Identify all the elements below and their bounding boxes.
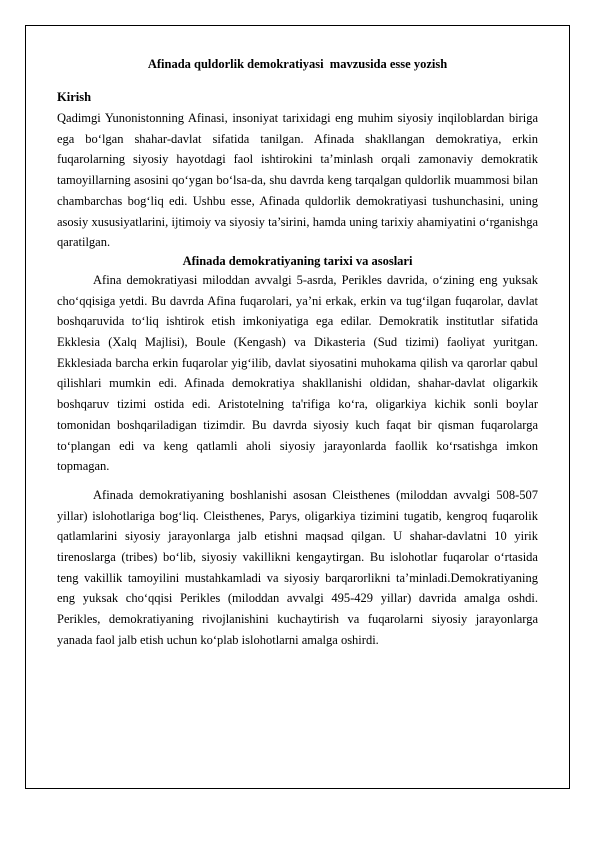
- section-paragraph-1: Afina demokratiyasi miloddan avvalgi 5-asrda, Perikles davrida, o‘zining eng yuksak cho‘qqisiga yetdi. Bu davrda Afina fuqarolari, ya’ni erkak, erkin va tug‘ilgan fuqarolar, davlat boshqaruvida to‘liq ishtirok etish imkoniyatiga ega edilar. Demokratik institutlar sifatida Ekklesia (Xalq Majlisi), Boule (Kengash) va Dikasteria (Sud tizimi) faoliyat yuritgan. Ekklesiada barcha erkin fuqarolar yig‘ilib, davlat siyosatini muhokama qilish va qarorlar qabul qilishlari mumkin edi. Afinada demokratiya shakllanishi oldidan, shahar-davlat oligarkik boshqaruv tizimi ostida edi. Aristotelning ta'rifiga ko‘ra, oligarkiya kichik sonli boylar tomonidan boshqariladigan tizimdir. Bu davrda siyosiy kuch faqat bir qisman fuqarolarga to‘plangan edi va keng qatlamli aholi siyosiy jarayonlarda faollik ko‘rsatishga imkon topmagan.: [57, 272, 538, 474]
- document-body: [57, 56, 538, 651]
- intro-paragraph: Qadimgi Yunonistonning Afinasi, insoniyat tarixidagi eng muhim siyosiy inqiloblardan biriga ega bo‘lgan shahar-davlat sifatida tanilgan. Afinada shakllangan demokratiya, erkin fuqarolarning siyosiy hayotdagi faol ishtirokini ta’minlash orqali zamonaviy demokratik tamoyillarning asosini qo‘ygan bo‘lsa-da, shu davrda keng tarqalgan quldorlik muammosi bilan chambarchas bog‘liq edi. Ushbu esse, Afinada quldorlik demokratiyasi tushunchasini, uning asosiy xususiyatlarini, ijtimoiy va siyosiy ta’sirini, hamda uning tarixiy ahamiyatini o‘rganishga qaratilgan.: [57, 111, 538, 250]
- paragraph-gap: [57, 477, 538, 485]
- document-title: Afinada quldorlik demokratiyasi mavzusida esse yozish: [147, 57, 448, 71]
- intro-heading: Kirish: [57, 90, 92, 104]
- section-heading: Afinada demokratiyaning tarixi va asoslari: [182, 253, 413, 268]
- section-paragraph-2: Afinada demokratiyaning boshlanishi asosan Cleisthenes (miloddan avvalgi 508-507 yillar) islohotlariga bog‘liq. Cleisthenes, Parys, oligarkiya tizimini tugatib, kengroq fuqarolik qatlamlarini siyosiy jarayonlarga jalb etishni maqsad qilgan. U shahar-davlatni 10 yirik tirenoslarga (tribes) bo‘lib, siyosiy vakillikni kengaytirgan. Bu islohotlar fuqarolar o‘rtasida teng vakillik tamoyilini mustahkamladi va siyosiy barqarorlikni ta’minladi.Demokratiyaning eng yuksak cho‘qqisi Perikles (miloddan avvalgi 495-429 yillar) davrida amalga oshdi. Perikles, demokratiyaning rivojlanishini kuchaytirish va fuqarolarni siyosiy jarayonlarga yanada faol jalb etish uchun ko‘plab islohotlarni amalga oshirdi.: [57, 487, 538, 647]
